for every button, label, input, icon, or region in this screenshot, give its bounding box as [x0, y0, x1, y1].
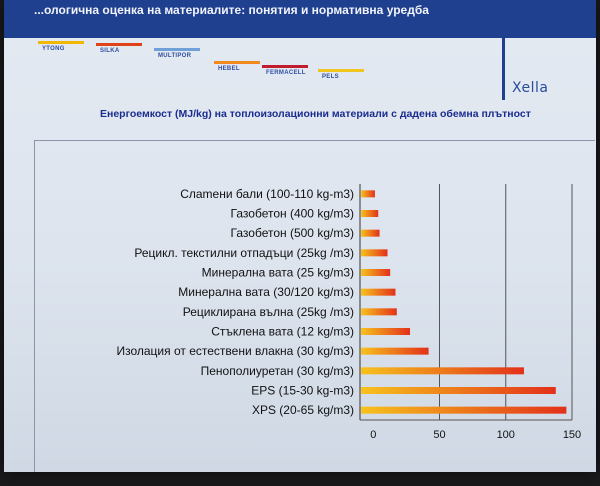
category-label: Минерална вата (30/120 kg/m3) [178, 285, 354, 300]
chart-title: Енергоемкост (MJ/kg) на топлоизолационни материали с дадена обемна плътност [100, 108, 531, 120]
bar-chart [4, 0, 596, 472]
slide [4, 0, 596, 472]
brand-tab-pels: PELS [322, 74, 339, 80]
bar [361, 387, 556, 394]
bar [361, 269, 390, 276]
xella-logo: Xella [512, 80, 549, 96]
brand-tab-silka: SILKA [100, 48, 120, 54]
category-label: Пенополиуретан (30 kg/m3) [200, 363, 354, 378]
category-label: Слamени бали (100-110 kg-m3) [180, 186, 354, 201]
category-label: Изолация от естествени влакна (30 kg/m3) [116, 344, 354, 359]
category-label: Газобетон (500 kg/m3) [230, 226, 354, 241]
bar [361, 308, 397, 315]
brand-tab-fermacell: FERMACELL [266, 70, 306, 76]
category-label: Газобетон (400 kg/m3) [230, 206, 354, 221]
category-label: Стъклена вата (12 kg/m3) [211, 324, 354, 339]
bar [361, 230, 380, 237]
bar [361, 210, 378, 217]
x-tick-label: 50 [433, 429, 446, 441]
bar [361, 407, 566, 414]
bar [361, 289, 395, 296]
category-label: Рецикл. текстилни отпадъци (25kg /m3) [134, 245, 354, 260]
x-tick-label: 150 [562, 429, 582, 441]
brand-tab-hebel: HEBEL [218, 66, 240, 72]
category-label: Рециклирана вълна (25kg /m3) [182, 304, 354, 319]
bar [361, 367, 524, 374]
category-label: XPS (20-65 kg/m3) [251, 403, 354, 418]
bar [361, 190, 375, 197]
brand-tab-multipor: MULTIPOR [158, 53, 191, 59]
category-label: EPS (15-30 kg-m3) [251, 383, 354, 398]
bar [361, 348, 429, 355]
brand-tab-ytong: YTONG [42, 46, 65, 52]
category-label: Минерална вата (25 kg/m3) [201, 265, 354, 280]
slide-title: ...ологична оценка на материалите: понятия и нормативна уредба [34, 3, 429, 17]
bar [361, 249, 388, 256]
bar [361, 328, 410, 335]
x-tick-label: 100 [496, 429, 515, 441]
x-tick-label: 0 [370, 429, 377, 441]
